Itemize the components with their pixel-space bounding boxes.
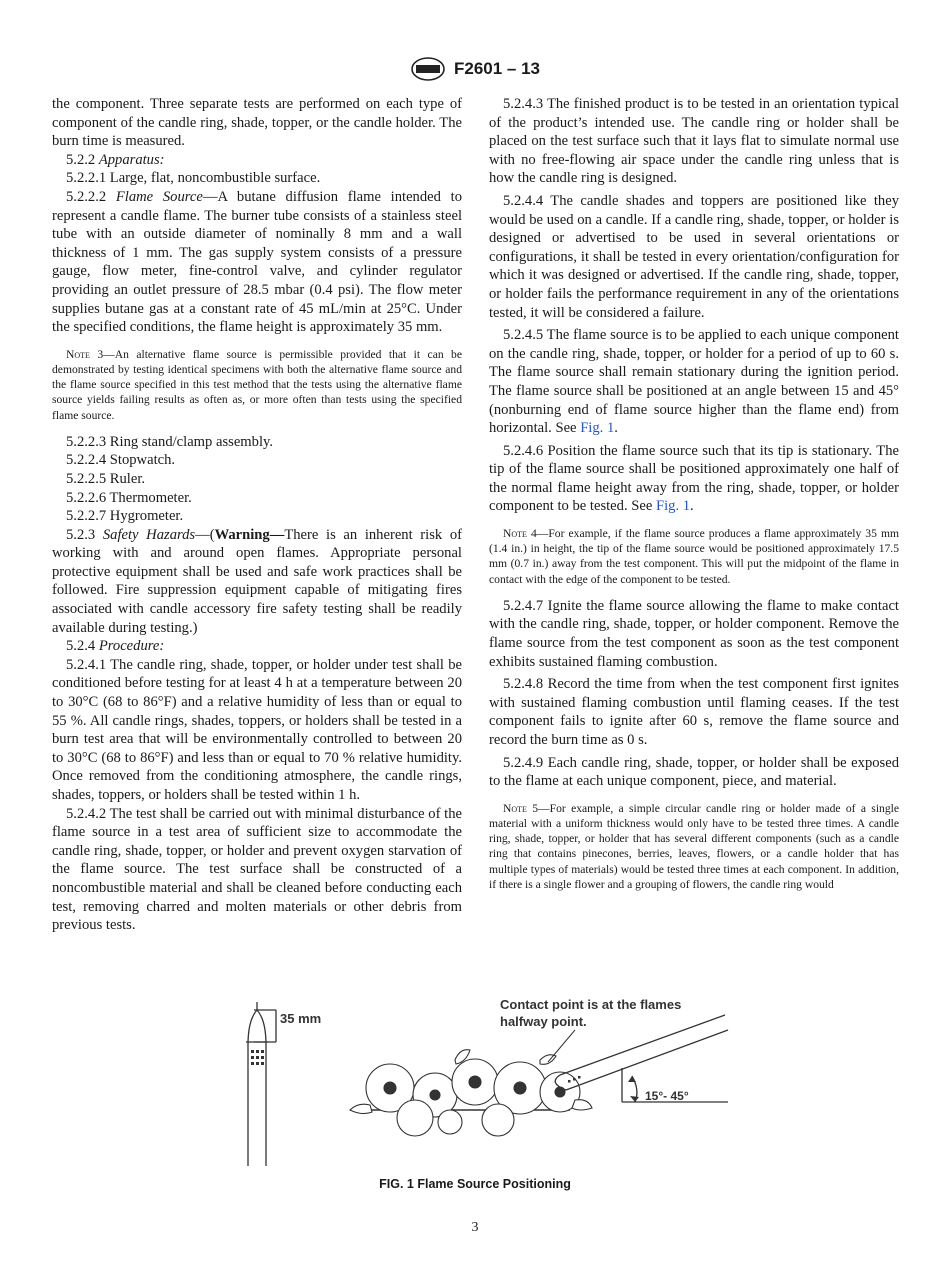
section-5-2-4-6: 5.2.4.6 Position the flame source such that its tip is stationary. The tip of the flame source shall be positioned approximately one half of the normal flame height away from the ring, shade, topper, or holder component to be tested. See Fig. 1. [489,442,899,515]
section-5-2-4-7: 5.2.4.7 Ignite the flame source allowing the flame to make contact with the candle ring, shade, topper, or holder component. Remove the flame source from the test component as soon as the test component exhibits sustained flaming combustion. [489,597,899,670]
document-designation: F2601 – 13 [453,59,540,78]
figure-caption: FIG. 1 Flame Source Positioning [379,1177,571,1191]
section-5-2-2-3: 5.2.2.3 Ring stand/clamp assembly. [66,433,273,450]
flame-height-label: 35 mm [280,1011,322,1026]
page-number: 3 [471,1220,479,1235]
fig-1-link[interactable]: Fig. 1 [580,420,615,437]
astm-logo-icon [410,56,446,82]
section-5-2-2-5: 5.2.2.5 Ruler. [66,470,146,487]
fig-1-link[interactable]: Fig. 1 [655,498,691,515]
section-5-2-2: 5.2.2 Apparatus: [66,151,165,168]
flame-tube-illustration [246,1002,276,1166]
left-column [52,95,462,935]
right-column [489,95,899,902]
section-5-2-4-2: 5.2.4.2 The test shall be carried out with minimal disturbance of the flame source in a test area of sufficient size to accommodate the candle ring, shade, topper, or holder and prevent oxygen starvation of the flame source. The test surface shall be constructed of a noncombustible material and shall be cleaned before conducting each test, removing charred and molten materials or other debris from previous tests. [52,805,462,934]
section-5-2-2-4: 5.2.2.4 Stopwatch. [66,452,176,469]
note-4: Note 4—For example, if the flame source produces a flame approximately 35 mm (1.4 in.) in height, the tip of the flame source would be positioned approximately 17.5 mm (0.7 in.) away from the test component. This will put the midpoint of the flame in contact with the edge of the component to be tested. [489,527,899,586]
page-header [0,56,950,82]
note-3: Note 3—An alternative flame source is permissible provided that it can be demonstrated by testing identical specimens with both the alternative flame source and the flame source specified in this test method that the tests using the alternative flame source yields failing results as often as, or more often than tests using the specified flame source. [52,347,463,422]
figure-flame-source-positioning [230,990,730,1172]
section-5-2-2-2: 5.2.2.2 Flame Source—A butane diffusion flame intended to represent a candle flame. The burner tube consists of a stainless steel tube with an outside diameter of nominally 8 mm and a wall thickness of 1 mm. The gas supply system consists of a pressure gauge, flow meter, fine-control valve, and cylinder regulator providing an outlet pressure of 28.5 mbar (0.4 psi). The flow meter supplies butane gas at a constant rate of 45 mL/min at 25°C. Under the specified conditions, the flame height is approximately 35 mm. [52,188,462,336]
candle-ring-illustration [350,1050,592,1136]
section-5-2-4-9: 5.2.4.9 Each candle ring, shade, topper, or holder shall be exposed to the flame at each unique component, piece, and material. [489,754,899,790]
section-5-2-4: 5.2.4 Procedure: [66,638,165,655]
angle-label: 15°- 45° [645,1089,689,1103]
section-5-2-2-1: 5.2.2.1 Large, flat, noncombustible surface. [66,170,321,187]
section-5-2-2-7: 5.2.2.7 Hygrometer. [66,508,184,525]
contact-point-label: Contact point is at the flames [500,997,682,1012]
paragraph: the component. Three separate tests are performed on each type of component of the candle ring, shade, topper, or the candle holder. The burn time is measured. [52,96,462,150]
note-5: Note 5—For example, a simple circular candle ring or holder made of a single material with a uniform thickness would only have to be tested three times. A candle ring, shade, topper, or holder that has several different components (such as a candle ring that contains pinecones, berries, leaves, flowers, or a candle holder that has multiple types of materials) would be tested three times at each component. In addition, if there is a single flower and a grouping of flowers, the candle ring would [489,801,899,891]
section-5-2-4-4: 5.2.4.4 The candle shades and toppers are positioned like they would be used on a candle. If a candle ring, shade, topper, or holder is designed or advertised to be used in several orientations or configurations, it shall be tested in every orientation/configuration for which it was designed or advertised. If the candle ring, shade, topper, or holder fails the performance requirement in any of the orientations tested, it will be considered a failure. [489,192,899,321]
section-5-2-3: 5.2.3 Safety Hazards—(Warning—There is an inherent risk of working with and around open flames. Appropriate personal protective equipment shall be used and safe work practices shall be followed. Fire suppression equipment capable of mitigating fires associated with candle accessory fire safety testing shall be readily available during testing.) [52,526,463,636]
section-5-2-4-8: 5.2.4.8 Record the time from when the test component first ignites with sustained flaming combustion until flaming ceases. If the test component fails to ignite after 60 s, remove the flame source and record the burn time as 0 s. [489,676,899,749]
contact-point-label-line2: halfway point. [500,1014,587,1029]
section-5-2-4-3: 5.2.4.3 The finished product is to be tested in an orientation typical of the product’s intended use. The candle ring or holder shall be placed on the test surface such that it lays flat to simulate normal use with no free-flowing air space under the candle ring unless that is how the candle ring is designed. [489,96,899,187]
section-5-2-2-6: 5.2.2.6 Thermometer. [66,489,192,506]
section-5-2-4-5: 5.2.4.5 The flame source is to be applied to each unique component on the candle ring, shade, topper, or holder for a period of up to 60 s. The flame source shall remain stationary during the ignition period. The flame source shall be positioned at an angle between 15 and 45° (nonburning end of flame source higher than the flame end) from horizontal. See Fig. 1. [489,327,899,437]
section-5-2-4-1: 5.2.4.1 The candle ring, shade, topper, or holder under test shall be conditioned before testing for at least 4 h at a temperature between 20 to 30°C (68 to 86°F) and a relative humidity of less than or equal to 55 %. All candle rings, shades, toppers, or holders shall be tested in a burn test area that will be environmentally controlled to between 20 to 30°C (68 to 86°F) and less than or equal to 70 % relative humidity. Once removed from the conditioning atmosphere, the candle rings, shades, toppers, or holders shall be tested within 1 h. [52,656,462,804]
